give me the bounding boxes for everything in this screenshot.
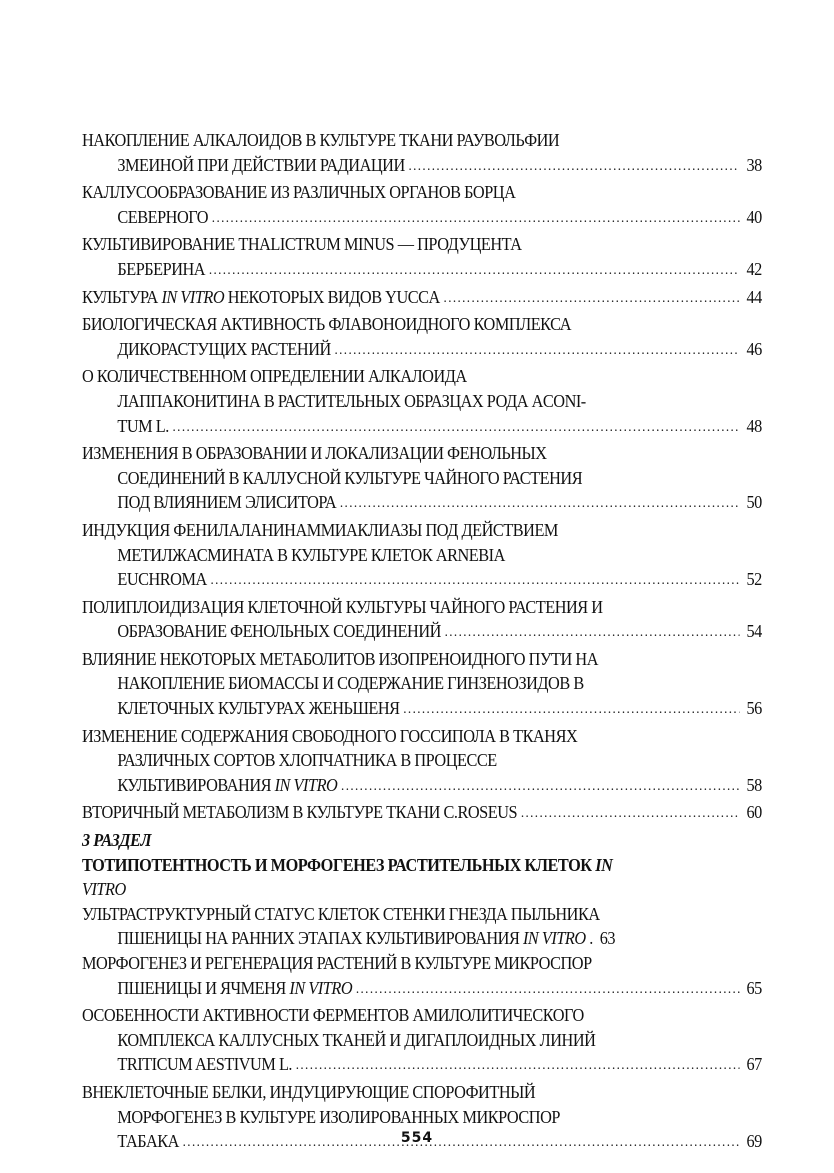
- entry-title-line: ИЗМЕНЕНИЕ СОДЕРЖАНИЯ СВОБОДНОГО ГОССИПОЛА В ТКАНЯХ: [82, 725, 578, 746]
- dot-leader: [334, 336, 739, 364]
- table-of-contents: [82, 128, 762, 1157]
- entry-title-line: EUCHROMA: [117, 569, 207, 590]
- entry-title-line: МЕТИЛЖАСМИНАТА В КУЛЬТУРЕ КЛЕТОК ARNEBIA: [117, 544, 505, 565]
- entry-title-line: ИЗМЕНЕНИЯ В ОБРАЗОВАНИИ И ЛОКАЛИЗАЦИИ ФЕНОЛЬНЫХ: [82, 443, 547, 464]
- page-number: 554: [400, 1130, 434, 1146]
- entry-title-text: КУЛЬТУРА: [82, 286, 162, 307]
- toc-entry: [82, 232, 762, 284]
- page-ref: 67: [746, 1054, 762, 1075]
- dot-leader: [408, 152, 739, 180]
- page-ref: 65: [746, 977, 762, 998]
- toc-entry: [82, 647, 762, 724]
- toc-entry: [82, 1003, 762, 1080]
- entry-title-text: ПШЕНИЦЫ И ЯЧМЕНЯ: [117, 977, 290, 998]
- entry-title-text: .: [585, 928, 593, 949]
- dot-leader: [340, 489, 740, 517]
- section-title-text: ТОТИПОТЕНТНОСТЬ И МОРФОГЕНЕЗ РАСТИТЕЛЬНЫХ КЛЕТОК: [82, 854, 596, 875]
- entry-title-text: КУЛЬТИВИРОВАНИЯ: [117, 774, 275, 795]
- toc-entry: [82, 285, 762, 313]
- entry-title-line: ТАБАКА: [117, 1131, 179, 1152]
- page-ref: 58: [746, 774, 762, 795]
- entry-title-italic: IN VITRO: [289, 977, 353, 998]
- entry-title-line: TRITICUM AESTIVUM L.: [117, 1054, 293, 1075]
- dot-leader: [296, 1051, 740, 1079]
- entry-title-line: СЕВЕРНОГО: [117, 206, 209, 227]
- toc-entry: [82, 312, 762, 364]
- entry-title-italic: IN VITRO: [161, 286, 225, 307]
- entry-title-line: ИНДУКЦИЯ ФЕНИЛАЛАНИНАММИАКЛИАЗЫ ПОД ДЕЙСТВИЕМ: [82, 519, 558, 540]
- page-ref: 60: [746, 802, 762, 823]
- dot-leader: [341, 772, 739, 800]
- toc-entry: [82, 518, 762, 595]
- entry-title-line: УЛЬТРАСТРУКТУРНЫЙ СТАТУС КЛЕТОК СТЕНКИ ГНЕЗДА ПЫЛЬНИКА: [82, 903, 600, 924]
- page-ref: 69: [746, 1131, 762, 1152]
- toc-entry: [82, 724, 762, 801]
- page-ref: 63: [599, 928, 616, 949]
- entry-title-line: [117, 773, 337, 798]
- page-ref: 44: [746, 286, 762, 307]
- dot-leader: [444, 284, 740, 312]
- entry-title-line: ЗМЕИНОЙ ПРИ ДЕЙСТВИИ РАДИАЦИИ: [117, 154, 405, 175]
- dot-leader: [403, 695, 739, 723]
- dot-leader: [210, 566, 739, 594]
- entry-title-line: КАЛЛУСООБРАЗОВАНИЕ ИЗ РАЗЛИЧНЫХ ОРГАНОВ БОРЦА: [82, 182, 516, 203]
- section-label: 3 РАЗДЕЛ: [82, 830, 152, 851]
- entry-title-line: КУЛЬТИВИРОВАНИЕ THALICTRUM MINUS — ПРОДУЦЕНТА: [82, 234, 522, 255]
- entry-title-text: ПШЕНИЦЫ НА РАННИХ ЭТАПАХ КУЛЬТИВИРОВАНИЯ: [117, 928, 523, 949]
- toc-entry: [82, 128, 762, 180]
- page-ref: 38: [746, 154, 762, 175]
- entry-title-line: МОРФОГЕНЕЗ И РЕГЕНЕРАЦИЯ РАСТЕНИЙ В КУЛЬТУРЕ МИКРОСПОР: [82, 953, 592, 973]
- page-ref: 52: [746, 569, 762, 590]
- entry-title-line: КЛЕТОЧНЫХ КУЛЬТУРАХ ЖЕНЬШЕНЯ: [117, 698, 400, 719]
- entry-title-line: [82, 285, 440, 310]
- entry-title-line: БЕРБЕРИНА: [117, 258, 206, 279]
- entry-title-line: ПОД ВЛИЯНИЕМ ЭЛИСИТОРА: [117, 492, 337, 513]
- toc-entry: [82, 800, 762, 828]
- toc-entry: [82, 595, 762, 647]
- entry-title-line: ПОЛИПЛОИДИЗАЦИЯ КЛЕТОЧНОЙ КУЛЬТУРЫ ЧАЙНОГО РАСТЕНИЯ И: [82, 596, 603, 617]
- entry-title-line: ВТОРИЧНЫЙ МЕТАБОЛИЗМ В КУЛЬТУРЕ ТКАНИ C.ROSEUS: [82, 802, 518, 823]
- dot-leader: [173, 413, 740, 441]
- dot-leader: [445, 618, 740, 646]
- toc-entry: [82, 902, 762, 951]
- toc-entry: [82, 441, 762, 518]
- section-heading: [82, 828, 762, 902]
- toc-entry: [82, 951, 762, 1003]
- toc-entry: [82, 364, 762, 441]
- entry-title-line: О КОЛИЧЕСТВЕННОМ ОПРЕДЕЛЕНИИ АЛКАЛОИДА: [82, 366, 467, 387]
- dot-leader: [356, 975, 740, 1003]
- entry-title-italic: IN VITRO: [274, 774, 338, 795]
- entry-title-line: ЛАППАКОНИТИНА В РАСТИТЕЛЬНЫХ ОБРАЗЦАХ РОДА ACONI-: [117, 390, 586, 411]
- entry-title-line: ВЛИЯНИЕ НЕКОТОРЫХ МЕТАБОЛИТОВ ИЗОПРЕНОИДНОГО ПУТИ НА: [82, 648, 598, 669]
- entry-title-line: СОЕДИНЕНИЙ В КАЛЛУСНОЙ КУЛЬТУРЕ ЧАЙНОГО РАСТЕНИЯ: [117, 467, 583, 488]
- dot-leader: [212, 204, 740, 232]
- page-ref: 42: [746, 258, 762, 279]
- section-title: [82, 853, 612, 878]
- entry-title-line: БИОЛОГИЧЕСКАЯ АКТИВНОСТЬ ФЛАВОНОИДНОГО КОМПЛЕКСА: [82, 314, 572, 335]
- entry-title-line: МОРФОГЕНЕЗ В КУЛЬТУРЕ ИЗОЛИРОВАННЫХ МИКРОСПОР: [117, 1106, 560, 1127]
- section-title-italic: IN: [595, 854, 613, 875]
- entry-title-line: ДИКОРАСТУЩИХ РАСТЕНИЙ: [117, 338, 331, 359]
- entry-title-line: [117, 926, 593, 951]
- entry-title-line: ОСОБЕННОСТИ АКТИВНОСТИ ФЕРМЕНТОВ АМИЛОЛИТИЧЕСКОГО: [82, 1005, 584, 1026]
- entry-title-line: НАКОПЛЕНИЕ АЛКАЛОИДОВ В КУЛЬТУРЕ ТКАНИ РАУВОЛЬФИИ: [82, 130, 560, 150]
- entry-title-line: [117, 976, 352, 1001]
- page-ref: 50: [746, 492, 762, 513]
- entry-title-line: ВНЕКЛЕТОЧНЫЕ БЕЛКИ, ИНДУЦИРУЮЩИЕ СПОРОФИТНЫЙ: [82, 1081, 536, 1102]
- dot-leader: [209, 256, 740, 284]
- entry-title-line: РАЗЛИЧНЫХ СОРТОВ ХЛОПЧАТНИКА В ПРОЦЕССЕ: [117, 750, 497, 771]
- entry-title-line: TUM L.: [117, 415, 169, 436]
- toc-entry: [82, 180, 762, 232]
- entry-title-text: НЕКОТОРЫХ ВИДОВ YUCCA: [224, 286, 440, 307]
- entry-title-line: НАКОПЛЕНИЕ БИОМАССЫ И СОДЕРЖАНИЕ ГИНЗЕНОЗИДОВ В: [117, 673, 584, 694]
- page-ref: 48: [746, 415, 762, 436]
- page-ref: 46: [746, 338, 762, 359]
- page-ref: 56: [746, 698, 762, 719]
- entry-title-line: ОБРАЗОВАНИЕ ФЕНОЛЬНЫХ СОЕДИНЕНИЙ: [117, 621, 441, 642]
- entry-title-italic: IN VITRO: [522, 928, 586, 949]
- page-ref: 54: [746, 621, 762, 642]
- section-title-italic: VITRO: [82, 879, 126, 900]
- page-ref: 40: [746, 206, 762, 227]
- dot-leader: [521, 799, 740, 827]
- entry-title-line: КОМПЛЕКСА КАЛЛУСНЫХ ТКАНЕЙ И ДИГАПЛОИДНЫХ ЛИНИЙ: [117, 1029, 596, 1050]
